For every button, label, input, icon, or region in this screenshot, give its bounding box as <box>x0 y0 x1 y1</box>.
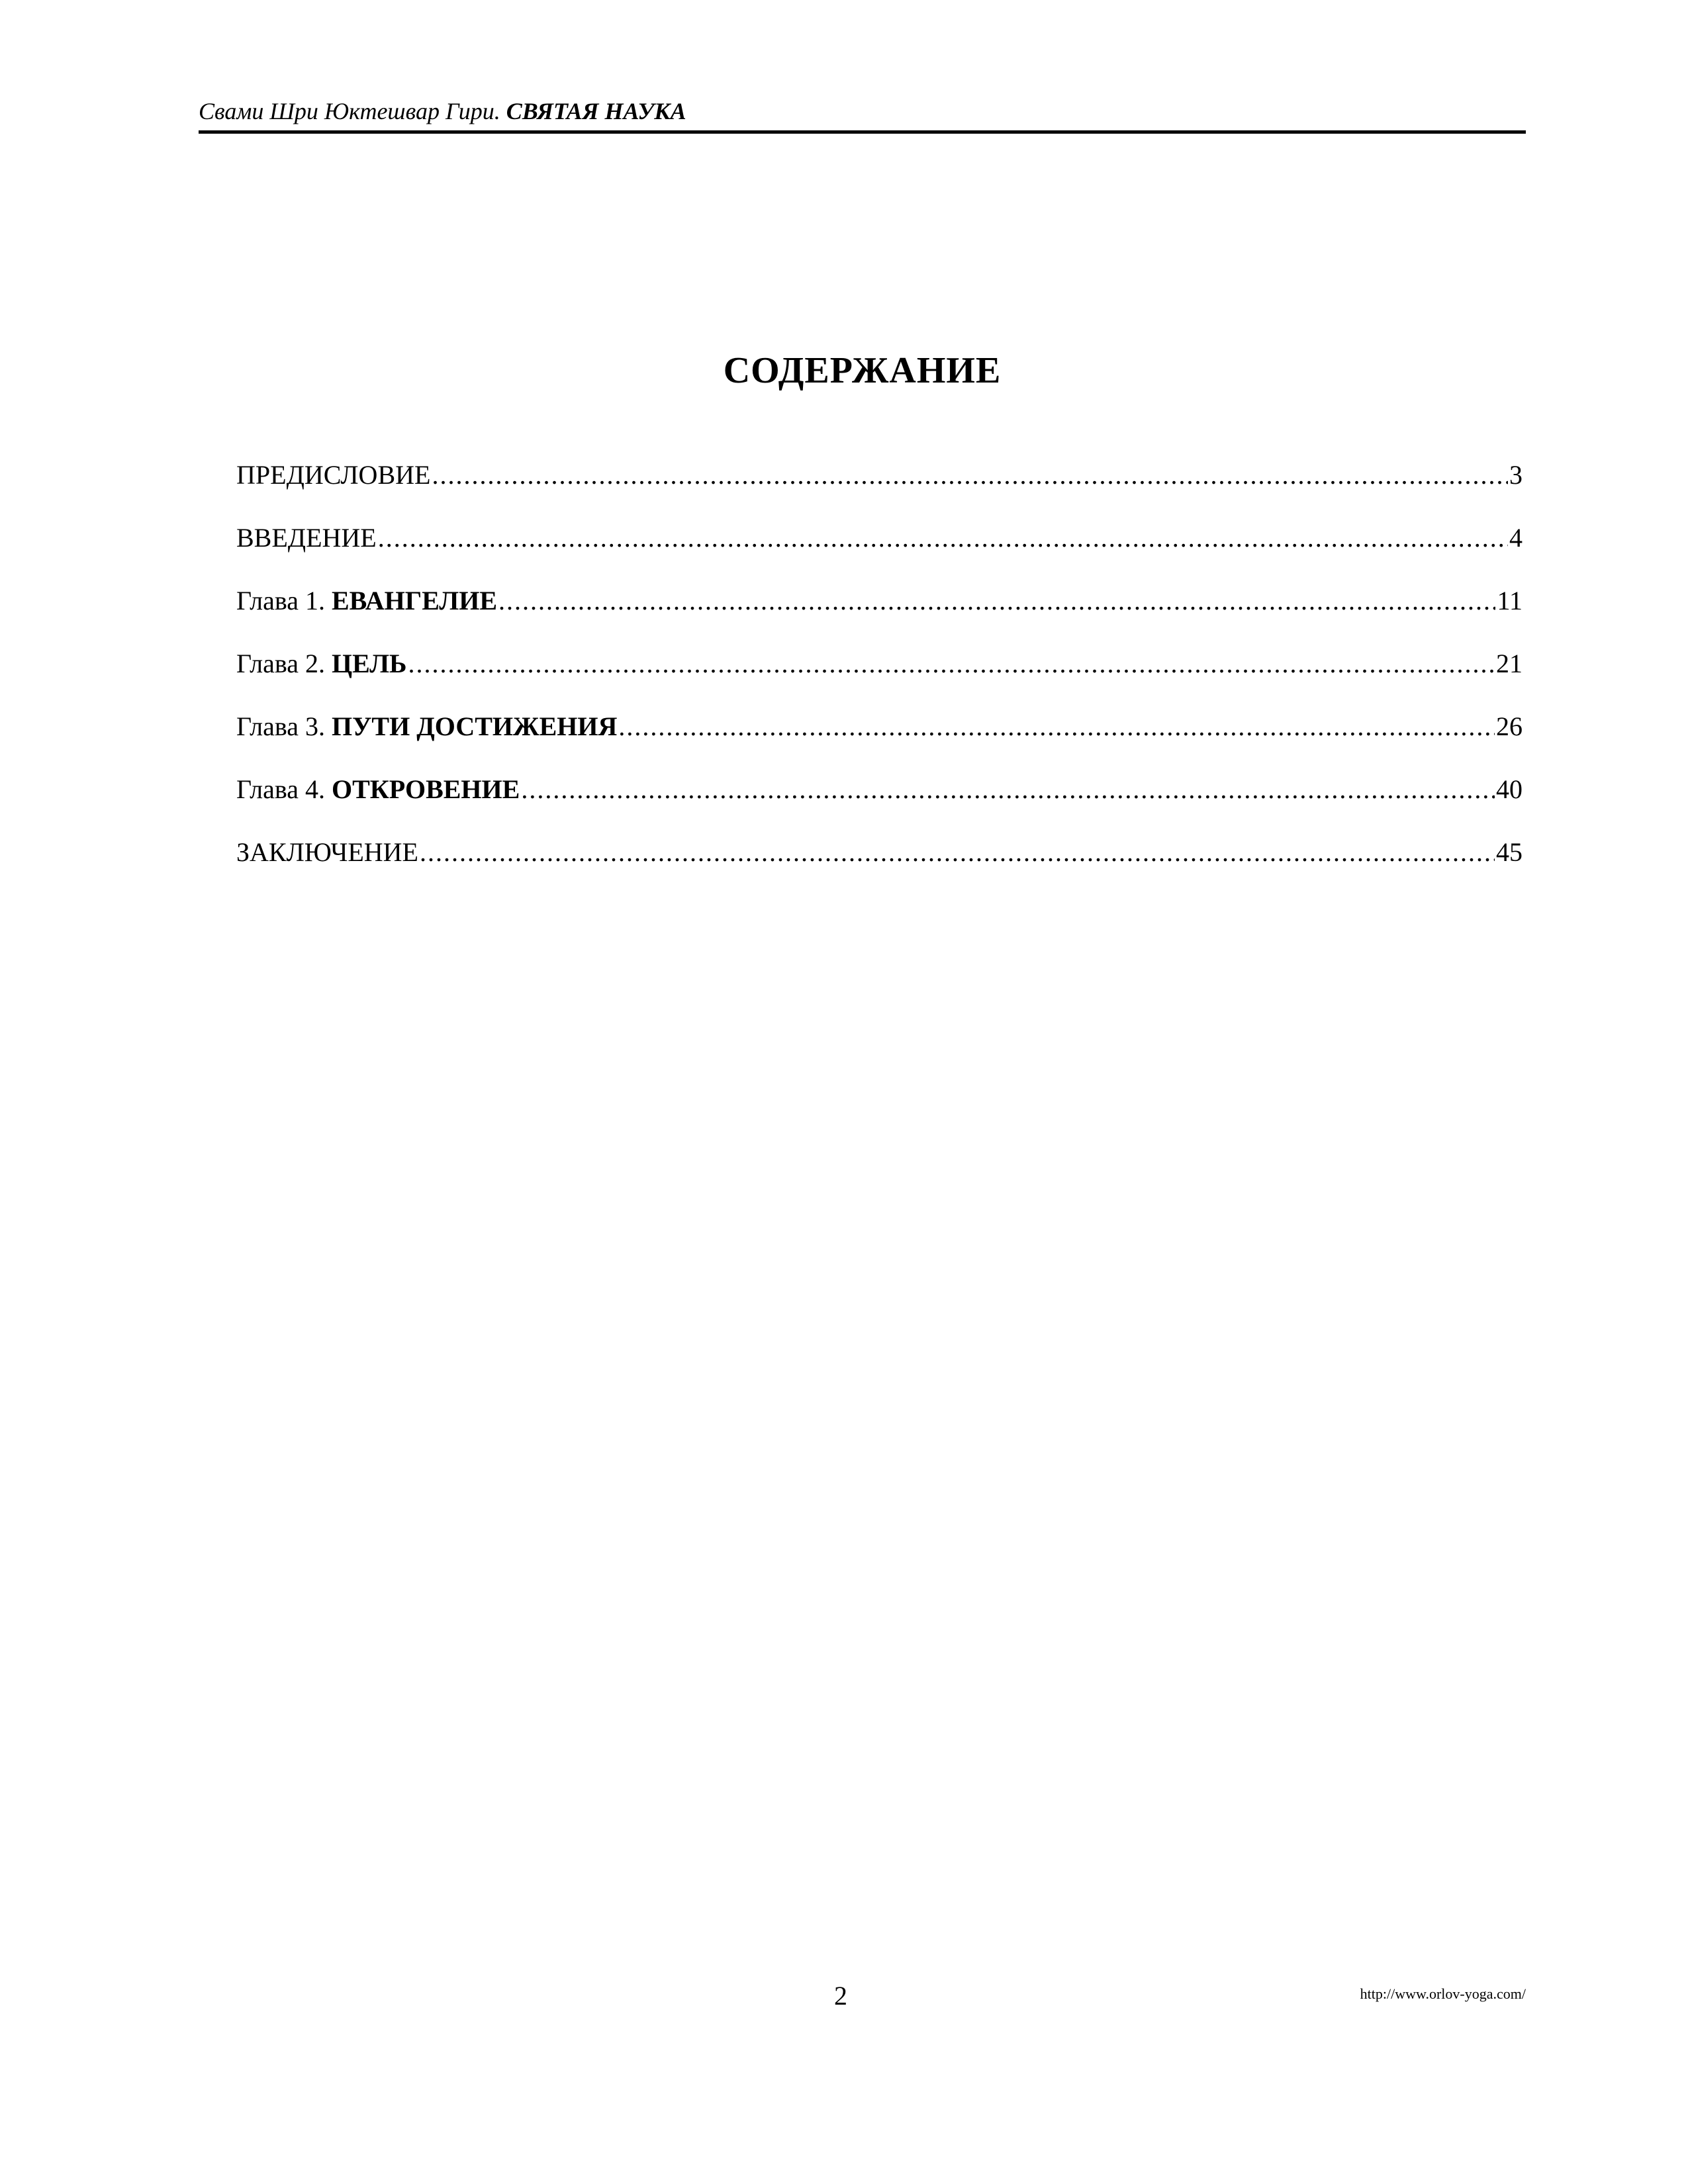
toc-entry-name: ЗАКЛЮЧЕНИЕ <box>236 837 418 867</box>
toc-entry-chapter-1[interactable] <box>236 581 1523 644</box>
toc-entry-preface[interactable] <box>236 455 1523 518</box>
toc-entry-chapter-4[interactable] <box>236 770 1523 833</box>
toc-entry-label <box>236 518 377 558</box>
toc-entry-name: ЕВАНГЕЛИЕ <box>331 586 497 615</box>
toc-dot-leader <box>521 770 1495 809</box>
toc-entry-name: ВВЕДЕНИЕ <box>236 523 377 553</box>
toc-entry-name: ОТКРОВЕНИЕ <box>331 774 520 804</box>
toc-dot-leader <box>420 833 1495 872</box>
footer-url[interactable]: http://www.orlov-yoga.com/ <box>1360 1985 1526 2002</box>
toc-entry-prefix: Глава 1. <box>236 586 325 615</box>
toc-entry-label <box>236 770 520 809</box>
toc-entry-conclusion[interactable] <box>236 833 1523 895</box>
toc-entry-label <box>236 455 430 495</box>
toc-entry-name: ПУТИ ДОСТИЖЕНИЯ <box>331 711 618 741</box>
header-book-title: СВЯТАЯ НАУКА <box>506 98 686 124</box>
toc-entry-page: 11 <box>1497 586 1523 615</box>
toc-title: СОДЕРЖАНИЕ <box>723 350 1002 391</box>
toc-dot-leader <box>378 518 1508 558</box>
toc-entry-name: ЦЕЛЬ <box>331 649 407 678</box>
toc-entry-page: 45 <box>1496 837 1523 867</box>
running-header <box>199 93 1526 134</box>
toc-dot-leader <box>432 455 1508 495</box>
toc-entry-label <box>236 707 617 747</box>
page-number: 2 <box>834 1981 847 2011</box>
toc-entry-name: ПРЕДИСЛОВИЕ <box>236 460 431 490</box>
toc-dot-leader <box>618 707 1495 747</box>
toc-entry-label <box>236 833 418 872</box>
toc-dot-leader <box>498 581 1495 621</box>
toc-entry-page: 3 <box>1509 460 1523 490</box>
toc-entry-chapter-2[interactable] <box>236 644 1523 707</box>
toc-entry-prefix: Глава 4. <box>236 774 325 804</box>
toc-entry-prefix: Глава 2. <box>236 649 325 678</box>
toc-entry-page: 26 <box>1496 711 1523 741</box>
toc-dot-leader <box>408 644 1495 684</box>
running-header-text <box>199 97 686 125</box>
toc-entry-prefix: Глава 3. <box>236 711 325 741</box>
table-of-contents <box>236 455 1523 895</box>
toc-entry-label <box>236 581 497 621</box>
toc-entry-label <box>236 644 406 684</box>
toc-entry-chapter-3[interactable] <box>236 707 1523 770</box>
toc-entry-page: 4 <box>1509 523 1523 553</box>
toc-entry-introduction[interactable] <box>236 518 1523 581</box>
toc-entry-page: 40 <box>1496 774 1523 804</box>
header-author: Свами Шри Юктешвар Гири. <box>199 98 500 124</box>
toc-entry-page: 21 <box>1496 649 1523 678</box>
